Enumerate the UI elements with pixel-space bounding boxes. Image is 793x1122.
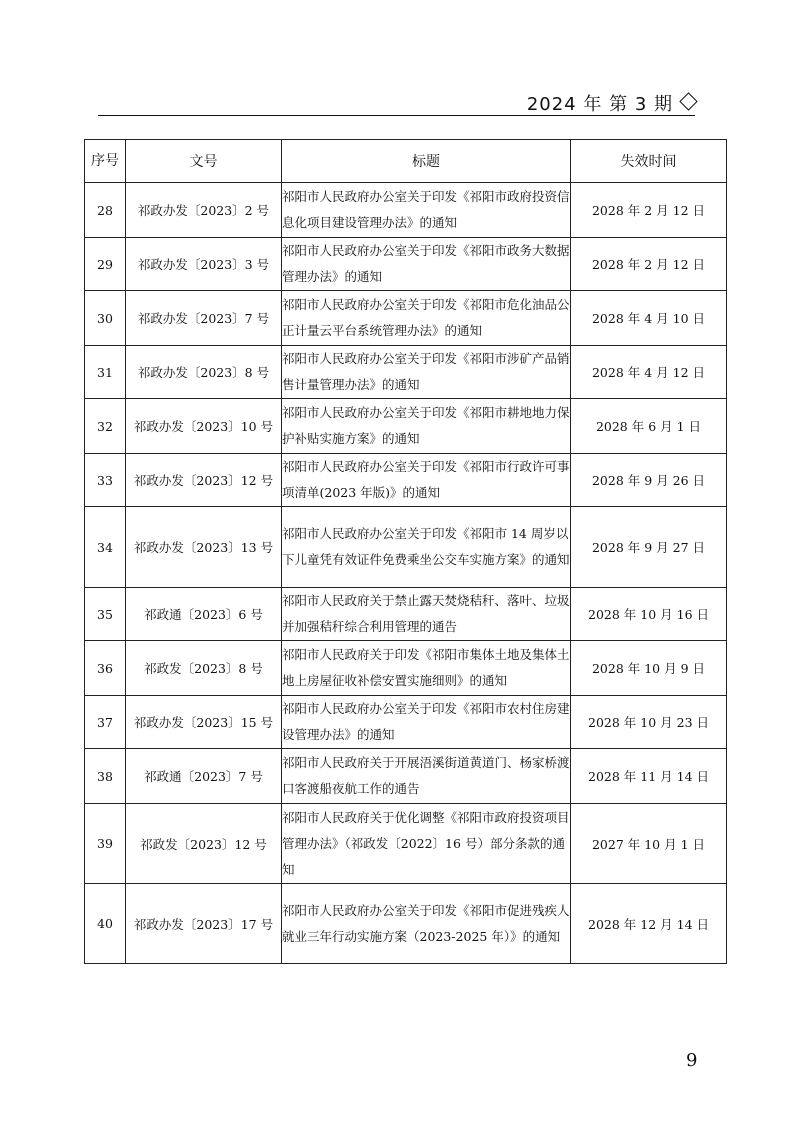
cell-doc-number: 祁政发〔2023〕12 号	[126, 804, 282, 884]
cell-title: 祁阳市人民政府关于优化调整《祁阳市政府投资项目管理办法》（祁政发〔2022〕16 号）部分条款的通知	[282, 804, 571, 884]
cell-expiry-date: 2028 年 11 月 14 日	[571, 749, 727, 804]
table-row	[85, 238, 727, 291]
cell-seq: 39	[85, 804, 126, 884]
issue-label	[527, 90, 695, 116]
cell-title: 祁阳市人民政府办公室关于印发《祁阳市政务大数据管理办法》的通知	[282, 238, 571, 291]
cell-expiry-date: 2028 年 4 月 12 日	[571, 346, 727, 399]
column-header-seq: 序号	[85, 140, 126, 183]
table-row	[85, 183, 727, 238]
table-row	[85, 454, 727, 507]
cell-seq: 36	[85, 641, 126, 696]
cell-doc-number: 祁政办发〔2023〕15 号	[126, 696, 282, 749]
column-header-doc-number: 文号	[126, 140, 282, 183]
cell-doc-number: 祁政办发〔2023〕17 号	[126, 884, 282, 964]
cell-expiry-date: 2028 年 12 月 14 日	[571, 884, 727, 964]
cell-title: 祁阳市人民政府办公室关于印发《祁阳市涉矿产品销售计量管理办法》的通知	[282, 346, 571, 399]
cell-title: 祁阳市人民政府办公室关于印发《祁阳市政府投资信息化项目建设管理办法》的通知	[282, 183, 571, 238]
cell-seq: 34	[85, 507, 126, 588]
page-number: 9	[686, 1050, 698, 1071]
cell-seq: 33	[85, 454, 126, 507]
cell-doc-number: 祁政办发〔2023〕7 号	[126, 291, 282, 346]
cell-expiry-date: 2028 年 9 月 26 日	[571, 454, 727, 507]
cell-doc-number: 祁政办发〔2023〕3 号	[126, 238, 282, 291]
cell-seq: 28	[85, 183, 126, 238]
issue-text: 2024 年 第 3 期	[526, 94, 673, 115]
cell-expiry-date: 2027 年 10 月 1 日	[571, 804, 727, 884]
cell-expiry-date: 2028 年 2 月 12 日	[571, 183, 727, 238]
cell-doc-number: 祁政发〔2023〕8 号	[126, 641, 282, 696]
cell-seq: 30	[85, 291, 126, 346]
cell-expiry-date: 2028 年 2 月 12 日	[571, 238, 727, 291]
cell-title: 祁阳市人民政府办公室关于印发《祁阳市危化油品公正计量云平台系统管理办法》的通知	[282, 291, 571, 346]
cell-title: 祁阳市人民政府关于禁止露天焚烧秸秆、落叶、垃圾并加强秸秆综合利用管理的通告	[282, 588, 571, 641]
cell-title: 祁阳市人民政府关于印发《祁阳市集体土地及集体土地上房屋征收补偿安置实施细则》的通知	[282, 641, 571, 696]
diamond-icon	[679, 92, 697, 110]
table-row	[85, 588, 727, 641]
cell-doc-number: 祁政通〔2023〕6 号	[126, 588, 282, 641]
cell-title: 祁阳市人民政府办公室关于印发《祁阳市耕地地力保护补贴实施方案》的通知	[282, 399, 571, 454]
cell-expiry-date: 2028 年 10 月 16 日	[571, 588, 727, 641]
cell-doc-number: 祁政办发〔2023〕10 号	[126, 399, 282, 454]
cell-doc-number: 祁政办发〔2023〕12 号	[126, 454, 282, 507]
column-header-expiry: 失效时间	[571, 140, 727, 183]
table-row	[85, 884, 727, 964]
table-body	[85, 183, 727, 964]
cell-doc-number: 祁政通〔2023〕7 号	[126, 749, 282, 804]
cell-seq: 35	[85, 588, 126, 641]
cell-doc-number: 祁政办发〔2023〕2 号	[126, 183, 282, 238]
cell-doc-number: 祁政办发〔2023〕13 号	[126, 507, 282, 588]
cell-expiry-date: 2028 年 10 月 23 日	[571, 696, 727, 749]
cell-title: 祁阳市人民政府关于开展浯溪街道黄道门、杨家桥渡口客渡船夜航工作的通告	[282, 749, 571, 804]
cell-seq: 32	[85, 399, 126, 454]
table-row	[85, 399, 727, 454]
document-table	[84, 139, 727, 964]
cell-title: 祁阳市人民政府办公室关于印发《祁阳市农村住房建设管理办法》的通知	[282, 696, 571, 749]
table-row	[85, 291, 727, 346]
table-header-row	[85, 140, 727, 183]
cell-title: 祁阳市人民政府办公室关于印发《祁阳市 14 周岁以下儿童凭有效证件免费乘坐公交车实施方案》的通知	[282, 507, 571, 588]
cell-seq: 29	[85, 238, 126, 291]
table-row	[85, 507, 727, 588]
table-row	[85, 696, 727, 749]
cell-expiry-date: 2028 年 9 月 27 日	[571, 507, 727, 588]
table-row	[85, 749, 727, 804]
cell-seq: 40	[85, 884, 126, 964]
cell-expiry-date: 2028 年 4 月 10 日	[571, 291, 727, 346]
cell-title: 祁阳市人民政府办公室关于印发《祁阳市行政许可事项清单(2023 年版)》的通知	[282, 454, 571, 507]
table-row	[85, 346, 727, 399]
cell-seq: 37	[85, 696, 126, 749]
header-rule	[98, 115, 695, 116]
cell-seq: 31	[85, 346, 126, 399]
cell-title: 祁阳市人民政府办公室关于印发《祁阳市促进残疾人就业三年行动实施方案（2023-2025 年）》的通知	[282, 884, 571, 964]
cell-doc-number: 祁政办发〔2023〕8 号	[126, 346, 282, 399]
table-row	[85, 641, 727, 696]
cell-expiry-date: 2028 年 6 月 1 日	[571, 399, 727, 454]
table-row	[85, 804, 727, 884]
cell-expiry-date: 2028 年 10 月 9 日	[571, 641, 727, 696]
cell-seq: 38	[85, 749, 126, 804]
page-header	[98, 86, 695, 116]
column-header-title: 标题	[282, 140, 571, 183]
